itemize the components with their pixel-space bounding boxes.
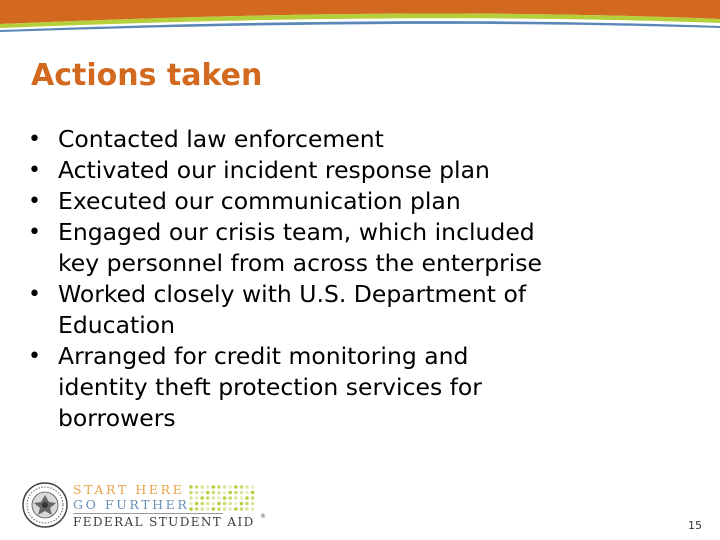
logo-dot <box>245 496 249 500</box>
logo-dot <box>217 491 221 495</box>
bullet-line: key personnel from across the enterprise <box>58 249 542 277</box>
logo-dot <box>189 502 193 506</box>
logo-dot <box>189 491 193 495</box>
logo-dot <box>234 502 238 506</box>
logo-dot <box>206 502 210 506</box>
logo-go-further-text: GO FURTHER <box>73 497 190 512</box>
logo-dot <box>240 485 244 489</box>
logo-dot <box>212 491 216 495</box>
logo-dot <box>234 507 238 511</box>
logo-dot <box>251 496 255 500</box>
logo-dot <box>195 485 199 489</box>
logo-dot <box>245 502 249 506</box>
logo-dot <box>212 485 216 489</box>
logo-dot <box>195 496 199 500</box>
logo-dot <box>206 485 210 489</box>
logo-dot <box>245 491 249 495</box>
logo-dot <box>206 496 210 500</box>
logo-dot <box>195 502 199 506</box>
logo-dot <box>223 485 227 489</box>
logo-federal-student-aid-text: FEDERAL STUDENT AID <box>73 515 255 529</box>
logo-dot <box>189 496 193 500</box>
top-decorative-band <box>0 0 720 40</box>
logo-dot <box>223 496 227 500</box>
bullet-line: Education <box>58 311 175 339</box>
bullet-line: Contacted law enforcement <box>58 125 384 153</box>
bullet-line: Activated our incident response plan <box>58 156 490 184</box>
logo-dot <box>195 507 199 511</box>
logo-dot <box>200 485 204 489</box>
logo-dot <box>228 485 232 489</box>
logo-dot <box>200 496 204 500</box>
bullet-line: identity theft protection services for <box>58 373 482 401</box>
logo-dot <box>228 507 232 511</box>
bullet-line: Arranged for credit monitoring and <box>58 342 469 370</box>
logo-dot <box>200 491 204 495</box>
logo-dot <box>223 507 227 511</box>
logo-dot <box>200 502 204 506</box>
logo-dot <box>217 485 221 489</box>
logo-dot <box>217 507 221 511</box>
logo-dot <box>228 491 232 495</box>
bullet-line: borrowers <box>58 404 176 432</box>
bullet-dot: • <box>28 158 41 183</box>
logo-dot <box>234 491 238 495</box>
bullet-dot: • <box>28 282 41 307</box>
bullet-item <box>28 186 688 217</box>
logo-dot <box>217 496 221 500</box>
logo-dot <box>234 496 238 500</box>
logo-dot <box>206 507 210 511</box>
logo-dot <box>251 491 255 495</box>
logo-dot <box>240 507 244 511</box>
logo-divider <box>73 513 223 514</box>
logo-dot <box>223 502 227 506</box>
logo-dot-grid-icon <box>188 484 258 512</box>
bullet-line: Engaged our crisis team, which included <box>58 218 535 246</box>
logo-dot <box>228 502 232 506</box>
logo-dot <box>245 485 249 489</box>
logo-dot <box>240 496 244 500</box>
logo-dot <box>240 491 244 495</box>
logo-dot <box>251 507 255 511</box>
logo-dot <box>212 507 216 511</box>
bullet-item <box>28 124 688 155</box>
bullet-item <box>28 155 688 186</box>
logo-dot <box>234 485 238 489</box>
bullet-dot: • <box>28 127 41 152</box>
bullet-dot: • <box>28 220 41 245</box>
federal-student-aid-logo <box>22 482 266 532</box>
logo-dot <box>195 491 199 495</box>
bullet-item <box>28 341 688 434</box>
logo-dot <box>228 496 232 500</box>
logo-dot <box>251 485 255 489</box>
logo-dot <box>189 507 193 511</box>
bullet-dot: • <box>28 189 41 214</box>
department-of-education-seal-icon <box>22 482 68 528</box>
bullet-list <box>28 124 688 434</box>
logo-dot <box>200 507 204 511</box>
bullet-line: Worked closely with U.S. Department of <box>58 280 527 308</box>
bullet-dot: • <box>28 344 41 369</box>
bullet-line: Executed our communication plan <box>58 187 461 215</box>
logo-dot <box>217 502 221 506</box>
logo-dot <box>189 485 193 489</box>
slide-title: Actions taken <box>31 58 263 93</box>
logo-start-here-text: START HERE <box>73 482 185 497</box>
logo-dot <box>212 502 216 506</box>
logo-dot <box>251 502 255 506</box>
bullet-item <box>28 217 688 279</box>
registered-mark: ® <box>260 513 266 520</box>
logo-dot <box>223 491 227 495</box>
logo-dot <box>245 507 249 511</box>
page-number: 15 <box>688 519 702 532</box>
logo-dot <box>206 491 210 495</box>
logo-dot <box>240 502 244 506</box>
bullet-item <box>28 279 688 341</box>
logo-dot <box>212 496 216 500</box>
